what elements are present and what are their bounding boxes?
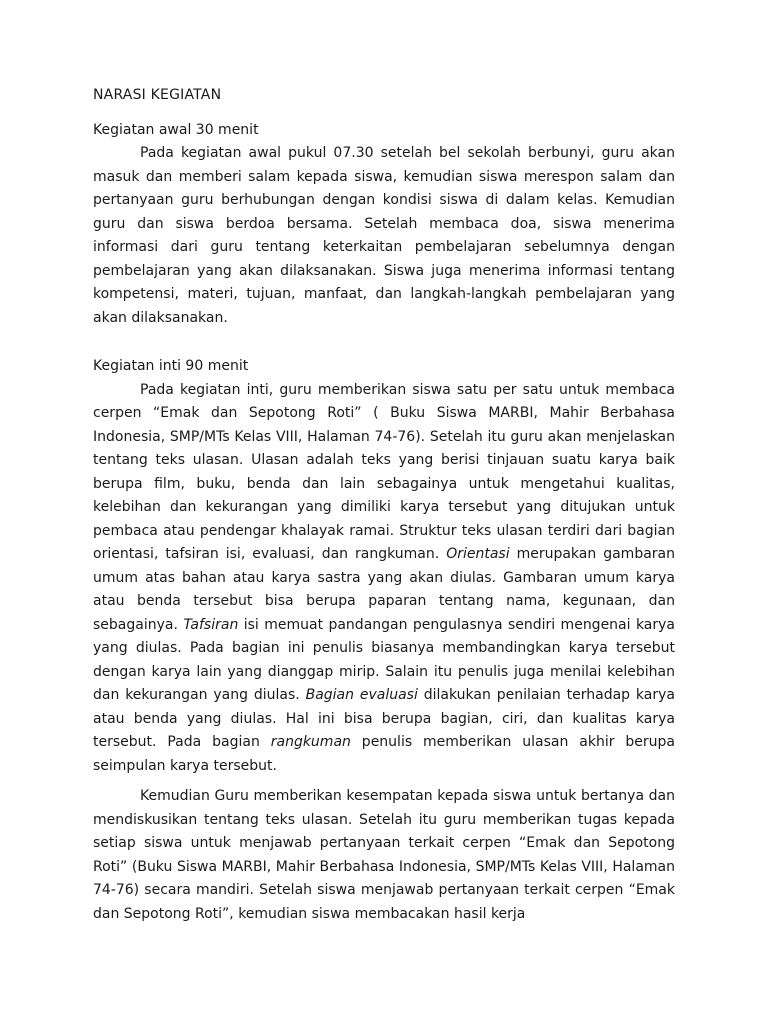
document-page	[93, 84, 675, 926]
section-heading: Kegiatan awal 30 menit	[93, 121, 259, 138]
text-run: Pada kegiatan inti, guru memberikan siswa satu per satu untuk membaca cerpen “Emak dan Sepotong Roti” ( Buku Siswa MARBI, Mahir Berbahasa Indonesia, SMP/MTs Kelas VIII, Halaman 74-76). Setelah itu guru akan menjelaskan tentang teks ulasan. Ulasan adalah teks yang berisi tinjauan suatu karya baik berupa film, buku, benda dan lain sebagainya untuk mengetahui kualitas, kelebihan dan kekurangan yang dimiliki karya tersebut yang ditujukan untuk pembaca atau pendengar khalayak ramai. Struktur teks ulasan terdiri dari bagian orientasi, tafsiran isi, evaluasi, dan rangkuman.	[93, 381, 675, 562]
document-title: NARASI KEGIATAN	[93, 87, 222, 103]
italic-term: rangkuman	[270, 734, 351, 750]
italic-term: Orientasi	[446, 546, 510, 562]
italic-term: Tafsiran	[183, 616, 239, 633]
text-run: isi memuat pandangan pengulasnya sendiri mengenai karya yang diulas. Pada bagian ini penulis biasanya membandingkan karya tersebut dengan karya lain yang dianggap mirip. Salain itu penulis juga menilai kelebihan dan kekurangan yang diulas.	[93, 616, 676, 703]
section-heading: Kegiatan inti 90 menit	[93, 358, 249, 374]
paragraph	[93, 379, 675, 779]
section-kegiatan-inti	[93, 355, 675, 926]
text-run: Pada kegiatan awal pukul 07.30 setelah bel sekolah berbunyi, guru akan masuk dan memberi salam kepada siswa, kemudian siswa merespon salam dan pertanyaan guru berhubungan dengan kondisi siswa di dalam kelas. Kemudian guru dan siswa berdoa bersama. Setelah membaca doa, siswa menerima informasi dari guru tentang keterkaitan pembelajaran sebelumnya dengan pembelajaran yang akan dilaksanakan. Siswa juga menerima informasi tentang kompetensi, materi, tujuan, manfaat, dan langkah-langkah pembelajaran yang akan dilaksanakan.	[93, 145, 675, 326]
section-kegiatan-awal	[93, 119, 675, 331]
text-run: dilakukan penilaian terhadap karya atau benda yang diulas. Hal ini bisa berupa bagian, ciri, dan kualitas karya tersebut. Pada bagian	[93, 687, 675, 750]
paragraph	[93, 142, 675, 330]
text-run: merupakan gambaran umum atas bahan atau karya sastra yang akan diulas. Gambaran umum karya atau benda tersebut bisa berupa paparan tentang nama, kegunaan, dan sebagainya.	[93, 546, 675, 633]
italic-term: Bagian evaluasi	[305, 687, 418, 703]
text-run: Kemudian Guru memberikan kesempatan kepada siswa untuk bertanya dan mendiskusikan tentang teks ulasan. Setelah itu guru memberikan tugas kepada setiap siswa untuk menjawab pertanyaan terkait cerpen “Emak dan Sepotong Roti” (Buku Siswa MARBI, Mahir Berbahasa Indonesia, SMP/MTs Kelas VIII, Halaman 74-76) secara mandiri. Setelah siswa menjawab pertanyaan terkait cerpen “Emak dan Sepotong Roti”, kemudian siswa membacakan hasil kerja	[93, 788, 675, 922]
paragraph	[93, 785, 675, 926]
text-run: penulis memberikan ulasan akhir berupa seimpulan karya tersebut.	[93, 734, 675, 774]
